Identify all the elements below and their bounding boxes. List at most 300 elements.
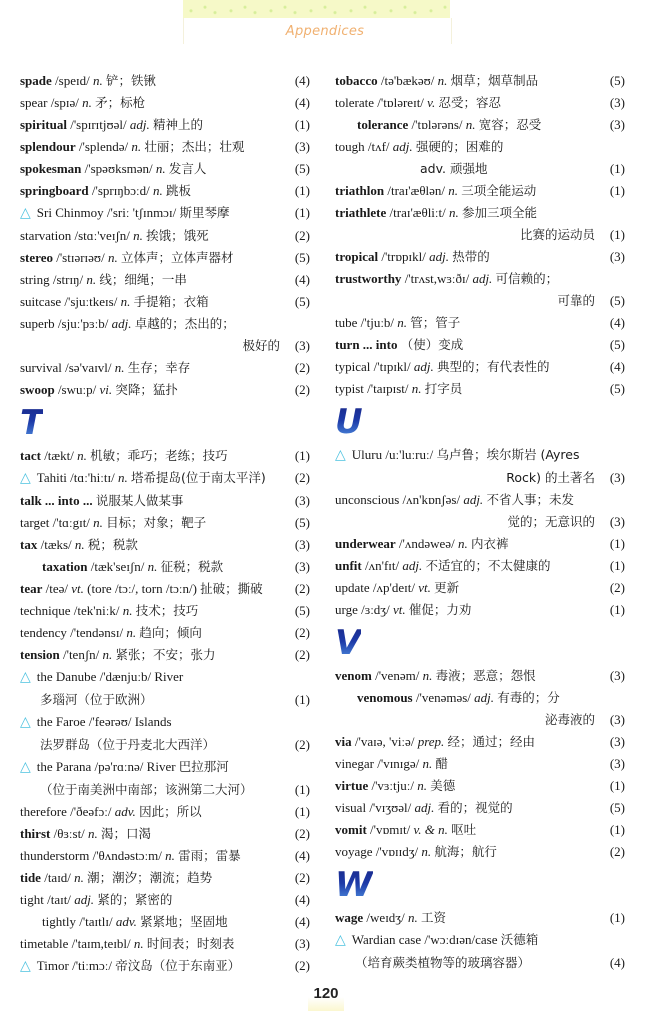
glossary-entry <box>20 911 310 933</box>
definition-cn: 经；通过；经由 <box>447 734 536 749</box>
glossary-entry <box>335 444 625 489</box>
part-of-speech: n. <box>120 294 131 309</box>
entry-text <box>20 490 280 512</box>
extra-info: River <box>154 669 184 684</box>
glossary-entry <box>335 775 625 797</box>
headword: the Parana <box>36 759 92 774</box>
glossary-entry <box>335 841 625 863</box>
entry-line <box>20 313 310 335</box>
pronunciation: /weɪdʒ/ <box>366 910 405 925</box>
pronunciation: /'taɪpɪst/ <box>367 381 409 396</box>
glossary-entry <box>335 533 625 555</box>
glossary-entry <box>20 578 310 600</box>
entry-text <box>335 268 625 290</box>
unit-number: (4) <box>609 955 625 970</box>
header-decor-band <box>183 0 450 18</box>
definition-cn: 宽容；忍受 <box>478 117 542 132</box>
part-of-speech: n. <box>82 95 92 110</box>
glossary-entry <box>20 114 310 136</box>
definition-continuation: adv. 顽强地 <box>420 161 488 176</box>
entry-text <box>20 823 280 845</box>
triangle-icon: △ <box>20 715 31 730</box>
glossary-entry <box>335 731 625 753</box>
entry-text <box>335 775 595 797</box>
part-of-speech: n. <box>465 117 476 132</box>
headword: unfit <box>335 558 362 573</box>
pronunciation: /tʌf/ <box>367 139 390 154</box>
pronunciation: /'vɒmɪt/ <box>370 822 411 837</box>
definition-cn: 时间表；时刻表 <box>146 936 235 951</box>
unit-number: (2) <box>294 870 310 885</box>
glossary-entry <box>20 756 310 801</box>
entry-text <box>20 801 280 823</box>
entry-text <box>357 687 625 709</box>
unit-number: (1) <box>609 602 625 617</box>
pronunciation: /'vaɪə, 'viːə/ <box>354 734 415 749</box>
unit-number: (3) <box>294 936 310 951</box>
entry-text <box>20 889 280 911</box>
entry-text <box>42 911 280 933</box>
part-of-speech: adj. <box>74 892 95 907</box>
headword: thirst <box>20 826 51 841</box>
definition-cn: 趋向；倾向 <box>139 625 202 640</box>
headword: target <box>20 515 50 530</box>
part-of-speech: n. <box>422 668 433 683</box>
definition-cn: 铲；铁锹 <box>105 73 156 88</box>
pronunciation: /taɪd/ <box>44 870 71 885</box>
entry-line <box>20 269 310 291</box>
entry-line <box>335 312 625 334</box>
entry-text <box>20 313 310 335</box>
headword: spear <box>20 95 48 110</box>
unit-number: (3) <box>294 537 310 552</box>
glossary-entry <box>20 490 310 512</box>
entry-continuation-line <box>335 290 625 312</box>
unit-number: (2) <box>294 958 310 973</box>
definition-cn: 潮；潮汐；潮流；趋势 <box>87 870 213 885</box>
glossary-entry <box>20 313 310 357</box>
entry-text <box>20 202 280 225</box>
entry-line <box>335 797 625 819</box>
unit-number: (3) <box>609 117 625 132</box>
definition-cn: 内衣裤 <box>470 536 509 551</box>
unit-number: (3) <box>294 338 310 353</box>
entry-text <box>335 334 595 356</box>
entry-text <box>20 291 280 313</box>
glossary-entry <box>335 246 625 268</box>
definition-cn: 卓越的；杰出的； <box>134 316 235 331</box>
pronunciation: /'tɑːgɪt/ <box>52 515 90 530</box>
part-of-speech: n. <box>93 515 103 530</box>
unit-number: (4) <box>294 272 310 287</box>
definition-cn: 紧的；紧密的 <box>97 892 173 907</box>
part-of-speech: n. <box>131 139 142 154</box>
entry-line <box>20 933 310 955</box>
unit-number: (1) <box>609 536 625 551</box>
definition-continuation: 极好的 <box>242 338 280 353</box>
glossary-entry <box>335 797 625 819</box>
glossary-entry <box>20 845 310 867</box>
unit-number: (2) <box>609 580 625 595</box>
entry-continuation-line <box>20 689 310 711</box>
definition-cn: 手提箱；衣箱 <box>133 294 209 309</box>
entry-text <box>335 180 595 202</box>
unit-number: (2) <box>294 228 310 243</box>
section-letter-v <box>335 621 625 665</box>
part-of-speech: n. <box>133 936 144 951</box>
entry-text <box>20 92 280 114</box>
pronunciation: /'wɔːdɪən/case <box>424 932 498 947</box>
definition-cn: 三项全能运动 <box>461 183 537 198</box>
entry-line <box>20 644 310 666</box>
unit-number: (2) <box>294 470 310 485</box>
entry-line <box>20 756 310 779</box>
glossary-entry <box>20 467 310 490</box>
entry-text <box>335 489 625 511</box>
definition-cn: 税；税款 <box>87 537 138 552</box>
unit-number: (5) <box>294 250 310 265</box>
headword: taxation <box>42 559 88 574</box>
headword: tact <box>20 448 41 463</box>
part-of-speech: adj. <box>111 316 132 331</box>
pronunciation: /'tjuːb/ <box>360 315 395 330</box>
glossary-entry <box>335 577 625 599</box>
headword: tube <box>335 315 358 330</box>
definition-cn: 塔希提岛(位于南太平洋) <box>130 470 266 485</box>
part-of-speech: vt. <box>71 581 84 596</box>
entry-continuation-line <box>20 335 310 357</box>
headword: visual <box>335 800 367 815</box>
glossary-column-left <box>20 70 310 978</box>
definition-cn: 矛；标枪 <box>95 95 146 110</box>
entry-line <box>20 114 310 136</box>
pronunciation: /'vɒɪɪdʒ/ <box>375 844 419 859</box>
glossary-entry <box>20 666 310 711</box>
unit-number: (2) <box>609 844 625 859</box>
entry-line <box>335 268 625 290</box>
pronunciation: /'venəməs/ <box>415 690 471 705</box>
part-of-speech: prep. <box>417 734 445 749</box>
pronunciation: /'venəm/ <box>375 668 420 683</box>
pronunciation: /'tɒlərəns/ <box>411 117 463 132</box>
glossary-entry <box>20 889 310 911</box>
unit-number: (3) <box>609 734 625 749</box>
glossary-entry <box>20 202 310 225</box>
entry-line <box>335 533 625 555</box>
entry-text <box>335 444 625 467</box>
headword: tight <box>20 892 44 907</box>
entry-line <box>20 801 310 823</box>
part-of-speech: adj. <box>402 558 423 573</box>
definition-continuation: 法罗群岛（位于丹麦北大西洋） <box>40 737 216 752</box>
part-of-speech: n. <box>407 910 418 925</box>
entry-text <box>20 756 310 779</box>
definition-continuation: 多瑙河（位于欧洲） <box>40 692 153 707</box>
glossary-entry <box>335 268 625 312</box>
unit-number: (1) <box>294 692 310 707</box>
part-of-speech: n. <box>102 647 113 662</box>
entry-line <box>20 622 310 644</box>
definition-cn: 典型的；有代表性的 <box>437 359 550 374</box>
entry-text <box>20 600 280 622</box>
part-of-speech: adv. <box>114 804 136 819</box>
triangle-icon: △ <box>20 959 31 974</box>
pronunciation: /ʌn'fɪt/ <box>364 558 400 573</box>
unit-number: (1) <box>294 183 310 198</box>
definition-cn: 技术；技巧 <box>135 603 199 618</box>
headword: thunderstorm <box>20 848 90 863</box>
part-of-speech: adj. <box>413 359 434 374</box>
pronunciation: /tɑː'hiːtɪ/ <box>70 470 115 485</box>
entry-line <box>335 731 625 753</box>
part-of-speech: n. <box>153 183 163 198</box>
unit-number: (3) <box>609 249 625 264</box>
unit-number: (3) <box>294 139 310 154</box>
part-of-speech: adj. <box>392 139 413 154</box>
entry-line <box>20 711 310 734</box>
entry-line <box>335 356 625 378</box>
headword: the Faroe <box>36 714 86 729</box>
pronunciation: /'tɪpɪkl/ <box>373 359 411 374</box>
part-of-speech: n. <box>133 228 143 243</box>
unit-number: (4) <box>294 914 310 929</box>
glossary-entry <box>335 92 625 114</box>
headword: voyage <box>335 844 373 859</box>
entry-line <box>335 378 625 400</box>
entry-line <box>20 291 310 313</box>
definition-cn: 巴拉那河 <box>178 759 229 774</box>
unit-number: (4) <box>294 892 310 907</box>
entry-text <box>20 114 280 136</box>
definition-cn: 说服某人做某事 <box>95 493 184 508</box>
part-of-speech: n. <box>448 183 459 198</box>
entry-line <box>20 600 310 622</box>
pronunciation: /'feərəʊ/ <box>88 714 132 729</box>
part-of-speech: adj. <box>429 249 449 264</box>
part-of-speech: n. <box>86 272 97 287</box>
glossary-entry <box>20 823 310 845</box>
glossary-entry <box>335 136 625 180</box>
headword: tide <box>20 870 41 885</box>
glossary-entry <box>20 379 310 401</box>
entry-line <box>335 136 625 158</box>
part-of-speech: adj. <box>474 690 495 705</box>
part-of-speech: adj. <box>414 800 435 815</box>
entry-line <box>20 823 310 845</box>
entry-text <box>335 70 595 92</box>
entry-line <box>335 753 625 775</box>
pronunciation: /'sprɪŋbɔːd/ <box>91 183 150 198</box>
glossary-entry <box>20 70 310 92</box>
entry-text <box>335 92 595 114</box>
unit-number: (2) <box>294 581 310 596</box>
pronunciation: /tækt/ <box>44 448 74 463</box>
definition-cn: 航海；航行 <box>434 844 497 859</box>
headword: tropical <box>335 249 379 264</box>
entry-line <box>335 599 625 621</box>
pronunciation: /'tenʃn/ <box>62 647 100 662</box>
headword: suitcase <box>20 294 62 309</box>
definition-cn: 可信赖的； <box>495 271 559 286</box>
glossary-entry <box>335 70 625 92</box>
entry-text <box>335 599 595 621</box>
unit-number: (4) <box>294 848 310 863</box>
part-of-speech: n. <box>457 536 468 551</box>
entry-text <box>20 158 280 180</box>
glossary-entry <box>335 114 625 136</box>
definition-cn: 毒液；恶意；怨恨 <box>435 668 536 683</box>
entry-text <box>20 269 280 291</box>
part-of-speech: n. <box>421 844 432 859</box>
pronunciation: /'splendə/ <box>78 139 129 154</box>
glossary-entry <box>20 711 310 756</box>
entry-text <box>335 665 595 687</box>
pronunciation: /'ʌndəweə/ <box>398 536 455 551</box>
unit-number: (3) <box>609 95 625 110</box>
glossary-entry <box>335 929 625 974</box>
headword: talk ... into ... <box>20 493 93 508</box>
headword: tension <box>20 647 60 662</box>
unit-number: (2) <box>294 382 310 397</box>
pronunciation: /tə'bækəʊ/ <box>380 73 435 88</box>
unit-number: (2) <box>294 826 310 841</box>
glossary-entry <box>335 599 625 621</box>
page-header-title: Appendices <box>285 24 365 39</box>
headword: therefore <box>20 804 67 819</box>
unit-number: (1) <box>294 117 310 132</box>
entry-line <box>335 841 625 863</box>
part-of-speech: n. <box>422 756 433 771</box>
pronunciation: /spɪə/ <box>50 95 79 110</box>
unit-number: (2) <box>294 647 310 662</box>
definition-cn: 雷雨；雷暴 <box>178 848 241 863</box>
definition-cn: 忍受；容忍 <box>438 95 501 110</box>
entry-line <box>20 556 310 578</box>
unit-number: (4) <box>294 95 310 110</box>
pronunciation: /sə'vaɪvl/ <box>65 360 112 375</box>
entry-line <box>335 114 625 136</box>
glossary-entry <box>20 180 310 202</box>
part-of-speech: n. <box>114 360 125 375</box>
entry-text <box>20 666 310 689</box>
part-of-speech: n. <box>92 73 103 88</box>
entry-continuation-line <box>20 779 310 801</box>
pronunciation: /'trɒpɪkl/ <box>381 249 426 264</box>
unit-number: (4) <box>609 359 625 374</box>
glossary-entry <box>335 378 625 400</box>
entry-text <box>20 578 286 600</box>
section-letter-glyph: T <box>20 403 44 443</box>
unit-number: (5) <box>294 161 310 176</box>
entry-line <box>20 225 310 247</box>
entry-line <box>335 180 625 202</box>
unit-number: (3) <box>609 712 625 727</box>
definition-continuation: （培育蕨类植物等的玻璃容器） <box>355 955 531 970</box>
entry-line <box>20 578 310 600</box>
pronunciation: /'taɪm,teɪbl/ <box>71 936 131 951</box>
entry-text <box>335 577 595 599</box>
unit-number: (1) <box>609 161 625 176</box>
entry-line <box>20 911 310 933</box>
entry-text <box>20 136 280 158</box>
headword: tolerance <box>357 117 409 132</box>
unit-number: (1) <box>294 804 310 819</box>
glossary-entry <box>20 556 310 578</box>
section-letter-glyph: V <box>335 623 362 663</box>
definition-cn: 工资 <box>420 910 446 925</box>
part-of-speech: n. <box>397 315 408 330</box>
entry-line <box>20 534 310 556</box>
unit-number: (5) <box>294 603 310 618</box>
headword: swoop <box>20 382 55 397</box>
definition-cn: 精神上的 <box>153 117 204 132</box>
part-of-speech: n. <box>155 161 166 176</box>
entry-line <box>20 955 310 978</box>
headword: turn ... into <box>335 337 398 352</box>
entry-line <box>335 555 625 577</box>
unit-number: (3) <box>609 514 625 529</box>
part-of-speech: vt. <box>418 580 431 595</box>
pronunciation: /pə'rɑːnə/ <box>94 759 144 774</box>
definition-cn: 渴；口渴 <box>101 826 152 841</box>
unit-number: (1) <box>294 205 310 220</box>
entry-text <box>20 70 280 92</box>
headword: urge <box>335 602 358 617</box>
pronunciation: /'θʌndəstɔːm/ <box>92 848 162 863</box>
entry-continuation-line <box>335 467 625 489</box>
entry-continuation-line <box>335 511 625 533</box>
pronunciation: /stɑː'veɪʃn/ <box>74 228 130 243</box>
glossary-entry <box>335 753 625 775</box>
entry-text <box>20 955 280 978</box>
unit-number: (1) <box>609 183 625 198</box>
unit-number: (3) <box>294 559 310 574</box>
part-of-speech: n. <box>107 250 118 265</box>
entry-line <box>20 512 310 534</box>
entry-line <box>20 889 310 911</box>
headword: venomous <box>357 690 413 705</box>
glossary-entry <box>20 867 310 889</box>
definition-cn: 强硬的；困难的 <box>415 139 504 154</box>
entry-text <box>335 907 595 929</box>
definition-cn: 醋 <box>435 756 449 771</box>
entry-line <box>20 180 310 202</box>
entry-text <box>20 711 310 734</box>
part-of-speech: n. <box>147 559 158 574</box>
definition-cn: 沃德箱 <box>500 932 539 947</box>
part-of-speech: n. <box>74 537 85 552</box>
pronunciation: /tæks/ <box>40 537 72 552</box>
entry-line <box>335 489 625 511</box>
definition-cn: 呕吐 <box>451 822 477 837</box>
triangle-icon: △ <box>20 670 31 685</box>
entry-text <box>335 312 595 334</box>
entry-text <box>335 555 595 577</box>
glossary-entry <box>335 687 625 731</box>
entry-line <box>335 246 625 268</box>
glossary-entry <box>20 801 310 823</box>
definition-cn: 催促；力劝 <box>408 602 472 617</box>
entry-text <box>335 819 595 841</box>
headword: timetable <box>20 936 69 951</box>
unit-number: (5) <box>609 337 625 352</box>
unit-number: (3) <box>609 470 625 485</box>
glossary-entry <box>20 92 310 114</box>
entry-line <box>20 445 310 467</box>
glossary-entry <box>335 489 625 533</box>
entry-line <box>335 92 625 114</box>
entry-text <box>335 841 595 863</box>
